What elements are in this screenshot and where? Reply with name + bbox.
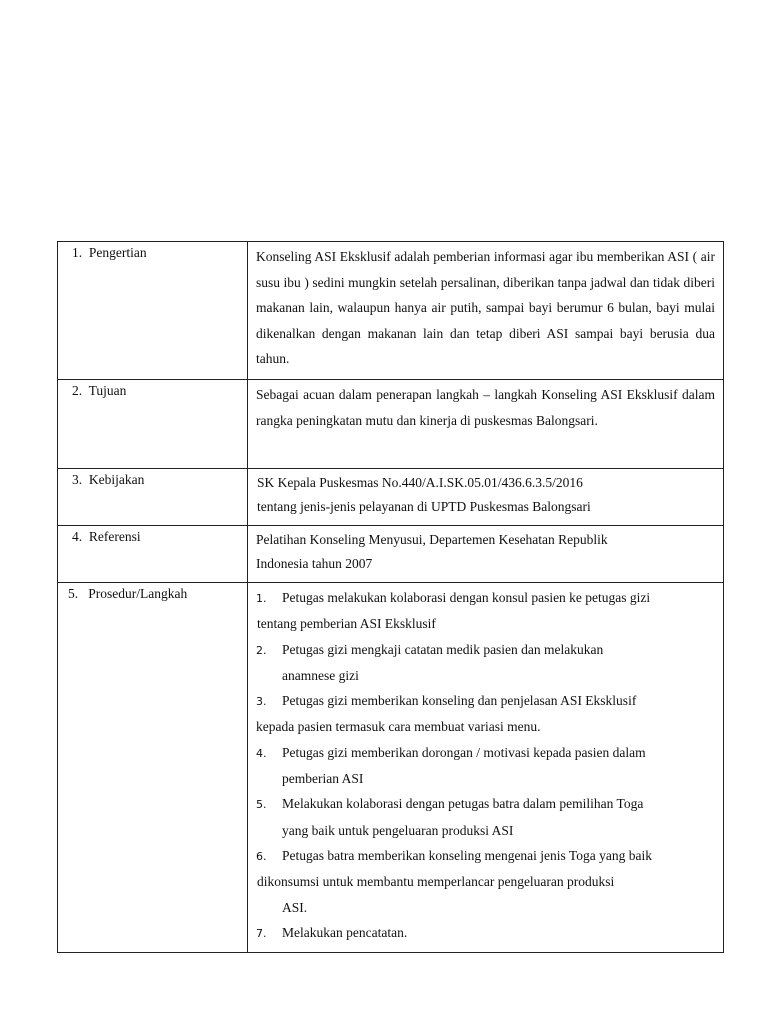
row-text: Konseling ASI Eksklusif adalah pemberian informasi agar ibu memberikan ASI ( air susu ibu ) sedini mungkin setelah persalinan, diberikan tanpa jadwal dan tidak diberi makanan lain, walaupun hanya air putih, sampai bayi berumur 6 bulan, bayi mulai dikenalkan dengan makanan lain dan tetap diberi ASI sampai bayi berusia dua tahun. (256, 249, 715, 366)
label-cell (58, 242, 248, 380)
label-cell (58, 469, 248, 526)
row-label: 5. Prosedur/Langkah (68, 586, 188, 601)
row-label: 4. Referensi (72, 529, 141, 544)
row-tujuan (58, 380, 724, 469)
sop-table (57, 241, 724, 953)
label-cell (58, 526, 248, 583)
policy-line: tentang jenis-jenis pelayanan di UPTD Puskesmas Balongsari (257, 499, 591, 514)
row-prosedur (58, 583, 724, 953)
step-item: 1. Petugas melakukan kolaborasi dengan konsul pasien ke petugas gizi (256, 590, 651, 605)
row-label: 2. Tujuan (72, 383, 127, 398)
content-cell (248, 526, 724, 583)
step-item: 5. Melakukan kolaborasi dengan petugas batra dalam pemilihan Toga (256, 796, 644, 812)
policy-line: SK Kepala Puskesmas No.440/A.I.SK.05.01/436.6.3.5/2016 (257, 475, 583, 490)
row-pengertian (58, 242, 724, 380)
row-label: 1. Pengertian (72, 245, 147, 260)
row-referensi (58, 526, 724, 583)
label-cell (58, 583, 248, 953)
step-item: 6. Petugas batra memberikan konseling mengenai jenis Toga yang baik (256, 847, 652, 863)
content-cell (248, 380, 724, 469)
content-cell (248, 583, 724, 953)
step-item: 3. Petugas gizi memberikan konseling dan penjelasan ASI Eksklusif (256, 693, 637, 709)
step-item: 2. Petugas gizi mengkaji catatan medik pasien dan melakukan (256, 641, 604, 657)
content-cell (248, 242, 724, 380)
content-cell (248, 469, 724, 526)
step-item: 7. Melakukan pencatatan. (256, 924, 408, 940)
reference-line: Pelatihan Konseling Menyusui, Departemen Kesehatan Republik (256, 532, 608, 547)
row-label: 3. Kebijakan (72, 472, 145, 487)
reference-line: Indonesia tahun 2007 (256, 556, 373, 571)
steps-list: 1. Petugas melakukan kolaborasi dengan konsul pasien ke petugas gizi tentang pemberian ASI Eksklusif 2. Petugas gizi mengkaji catatan medik pasien dan melakukan anamnese gizi 3. Petugas gizi memberikan konseling dan penjelasan ASI Eksklusif kepada pasien termasuk cara membuat variasi menu. 4. Petugas gizi memberikan dorongan / motivasi kepada pasien dalam pemberian ASI 5. Melakukan kolaborasi dengan petugas batra dalam pemilihan Toga yang baik untuk pengeluaran produksi ASI 6. Petugas batra memberikan konseling mengenai jenis Toga yang baik dikonsumsi untuk membantu memperlancar pengeluaran produksi ASI. 7. Melakukan pencatatan. (248, 583, 723, 952)
row-kebijakan (58, 469, 724, 526)
step-item: 4. Petugas gizi memberikan dorongan / motivasi kepada pasien dalam (256, 744, 646, 760)
label-cell (58, 380, 248, 469)
row-text: Sebagai acuan dalam penerapan langkah – langkah Konseling ASI Eksklusif dalam rangka peningkatan mutu dan kinerja di puskesmas Balongsari. (256, 387, 715, 428)
